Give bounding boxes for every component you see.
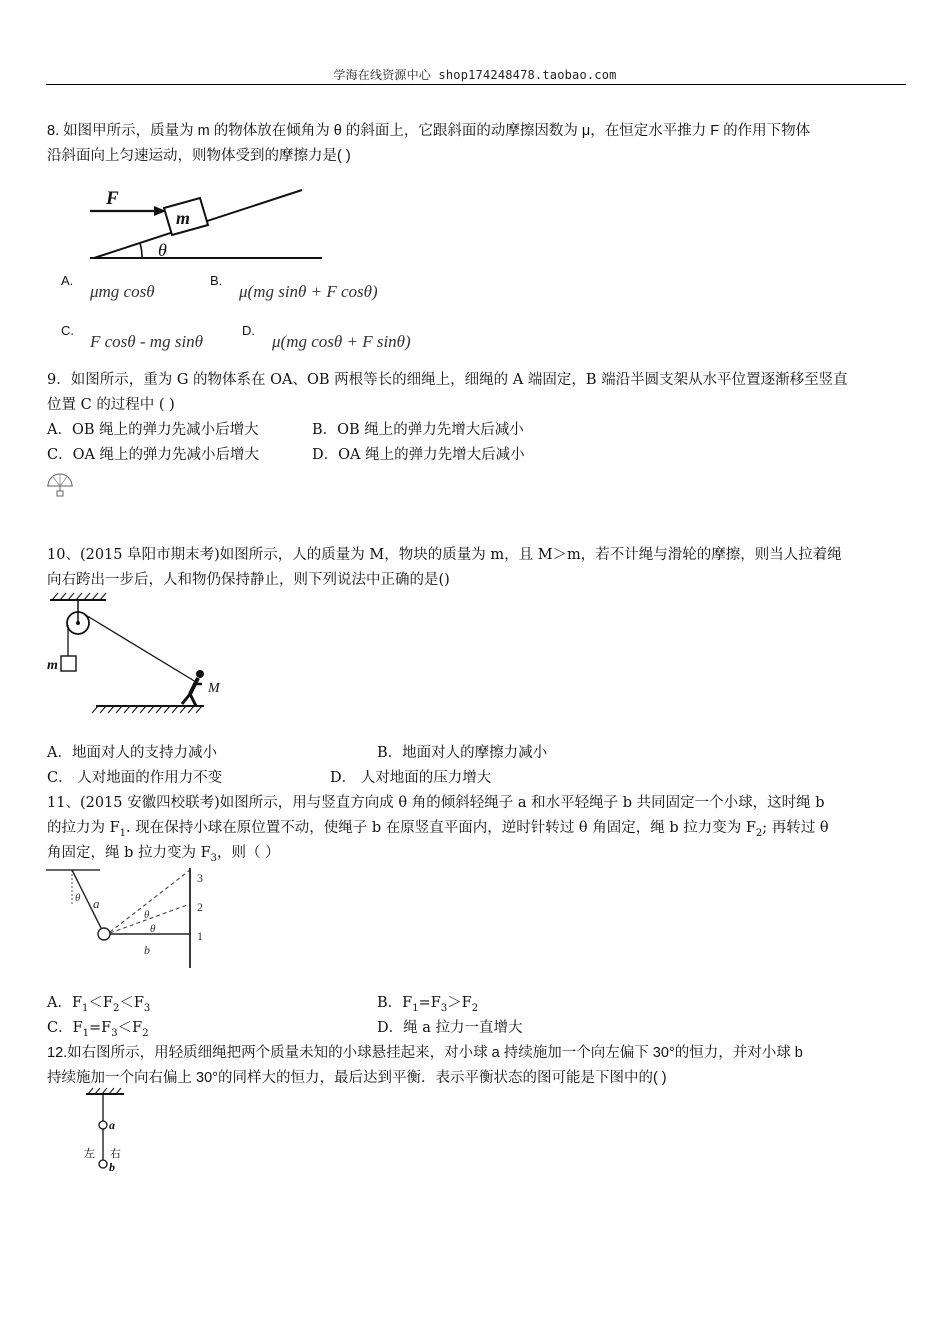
- q12-stem-line2: 持续施加一个向右偏上 30°的同样大的恒力，最后达到平衡．表示平衡状态的图可能是下图中的( ): [47, 1070, 667, 1086]
- q9-option-c: C．OA 绳上的弹力先减小后增大: [47, 447, 260, 463]
- q9-stem-line1: 9．如图所示，重为 G 的物体系在 OA、OB 两根等长的细绳上，细绳的 A 端固定，B 端沿半圆支架从水平位置逐渐移至竖直: [47, 372, 848, 388]
- q10-option-d: D． 人对地面的压力增大: [330, 770, 492, 786]
- q8-option-d-expr: μ(mg cosθ + F sinθ): [272, 332, 411, 351]
- q9-semicircle-figure: [45, 471, 75, 497]
- q8-option-d-label: D.: [242, 323, 255, 338]
- q10-option-c: C． 人对地面的作用力不变: [47, 770, 223, 786]
- q11-rope-figure: [44, 866, 216, 970]
- svg-text:θ: θ: [75, 892, 81, 904]
- q11-stem-line2: 的拉力为 $F_1$. 现在保持小球在原位置不动，使绳子 b 在原竖直平面内，逆时针转过 θ 角固定，绳 b 拉力变为 $F_2$; 再转过 θ: [47, 820, 829, 839]
- q8-angle-arc: [140, 243, 142, 258]
- q10-option-b: B．地面对人的摩擦力减小: [377, 745, 548, 761]
- q11-position-2: 2: [197, 900, 203, 914]
- q8-option-a-expr: μmg cosθ: [90, 282, 155, 301]
- header-divider: [46, 84, 906, 85]
- q8-incline-figure: [80, 180, 330, 270]
- q10-stem-line2: 向右跨出一步后，人和物仍保持静止，则下列说法中正确的是(): [47, 572, 450, 588]
- q11-position-3: 3: [197, 871, 203, 885]
- q11-stem-line1: 11、(2015 安徽四校联考)如图所示，用与竖直方向成 θ 角的倾斜轻绳子 a 和水平轻绳子 b 共同固定一个小球，这时绳 b: [47, 795, 825, 811]
- q11-option-d: D．绳 a 拉力一直增大: [377, 1020, 523, 1036]
- q11-option-c: C．$F_1=F_3<F_2$: [47, 1020, 149, 1039]
- q11-rope-b-label: b: [144, 943, 150, 957]
- q10-rope: [84, 614, 196, 682]
- q11-option-b: B．$F_1=F_3>F_2$: [377, 995, 479, 1014]
- q12-right-label: 右: [110, 1148, 121, 1160]
- q8-angle-label: θ: [158, 240, 167, 260]
- q11-position-1: 1: [197, 929, 203, 943]
- q12-ball-b: [99, 1160, 107, 1168]
- q8-stem-line2: 沿斜面向上匀速运动，则物体受到的摩擦力是( ): [47, 148, 351, 164]
- svg-text:θ: θ: [150, 923, 156, 935]
- q12-left-label: 左: [84, 1148, 95, 1160]
- q9-option-d: D．OA 绳上的弹力先增大后减小: [312, 447, 525, 463]
- svg-text:θ: θ: [144, 909, 150, 921]
- q8-mass-label: m: [176, 208, 191, 228]
- q8-option-b-label: B.: [210, 273, 223, 288]
- q12-ball-b-label: b: [109, 1160, 115, 1174]
- page-header: 学海在线资源中心 shop174248478.taobao.com: [333, 68, 617, 82]
- q11-stem-line3: 角固定，绳 b 拉力变为 $F_3$，则（ ）: [47, 845, 280, 864]
- q11-rope-a-label: a: [93, 896, 100, 911]
- q12-stem-line1: 12.如右图所示，用轻质细绳把两个质量未知的小球悬挂起来，对小球 a 持续施加一个向左偏下 30°的恒力，并对小球 b: [47, 1045, 803, 1061]
- q10-block-label: m: [47, 658, 58, 673]
- q8-option-c-label: C.: [61, 323, 74, 338]
- q11-ball: [98, 928, 110, 940]
- q8-option-c-expr: F cosθ - mg sinθ: [90, 332, 204, 351]
- q12-hanging-balls-figure: [78, 1088, 138, 1178]
- q8-option-b-expr: μ(mg sinθ + F cosθ): [239, 282, 378, 301]
- q8-force-label: F: [106, 188, 119, 209]
- q9-stem-line2: 位置 C 的过程中 ( ): [47, 397, 175, 413]
- q10-option-a: A．地面对人的支持力减小: [47, 745, 217, 761]
- q10-block: [61, 656, 76, 671]
- q12-ball-a-label: a: [109, 1118, 115, 1132]
- q9-option-b: B．OB 绳上的弹力先增大后减小: [312, 422, 524, 438]
- q10-stem-line1: 10、(2015 阜阳市期末考)如图所示，人的质量为 M，物块的质量为 m，且 M＞m，若不计绳与滑轮的摩擦，则当人拉着绳: [47, 547, 842, 563]
- q8-option-a-label: A.: [61, 273, 74, 288]
- q11-option-a: A．$F_1<F_2<F_3$: [47, 995, 151, 1014]
- q9-option-a: A．OB 绳上的弹力先减小后增大: [47, 422, 259, 438]
- q10-person-label: M: [208, 681, 220, 696]
- q8-stem-line1: 8. 如图甲所示，质量为 m 的物体放在倾角为 θ 的斜面上，它跟斜面的动摩擦因数为 μ，在恒定水平推力 F 的作用下物体: [47, 123, 811, 139]
- q12-ball-a: [99, 1121, 107, 1129]
- q10-pulley-figure: [44, 590, 220, 720]
